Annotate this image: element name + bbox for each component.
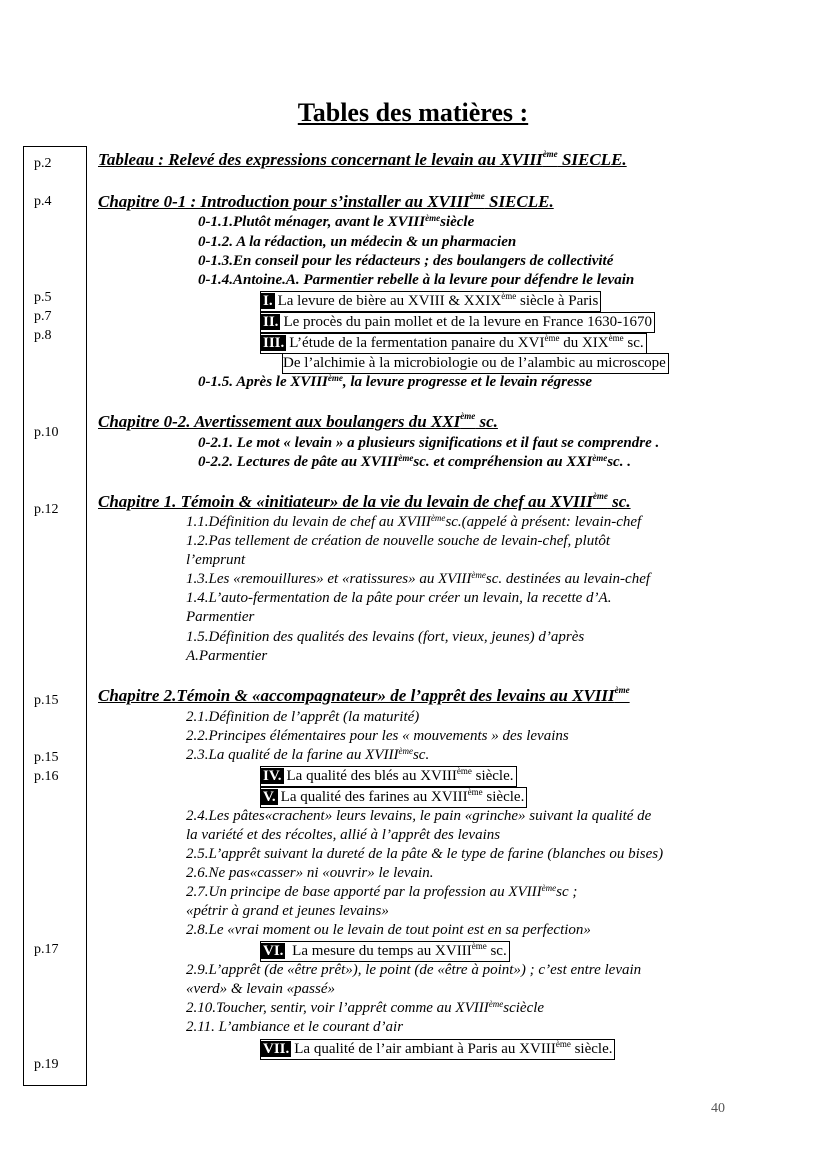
toc-section[interactable]: 1.1.Définition du levain de chef au XVIIIèmesc.(appelé à présent: levain-chef	[186, 513, 642, 530]
page-ref: p.19	[34, 1057, 59, 1072]
toc-section[interactable]: 1.2.Pas tellement de création de nouvelle souche de levain-chef, plutôt	[186, 533, 611, 549]
toc-section[interactable]: 0-2.1. Le mot « levain » a plusieurs significations et il faut se comprendre .	[198, 435, 660, 451]
toc-section-continued[interactable]: l’emprunt	[186, 552, 246, 568]
toc-section[interactable]: 0-2.2. Lectures de pâte au XVIIIèmesc. et compréhension au XXIèmesc. .	[198, 453, 631, 470]
toc-section[interactable]: 2.6.Ne pas«casser» ni «ouvrir» le levain.	[186, 865, 434, 881]
toc-section-continued[interactable]: A.Parmentier	[186, 648, 268, 664]
toc-tableau[interactable]: Tableau : Relevé des expressions concernant le levain au XVIIIème SIECLE.	[98, 149, 627, 169]
toc-section[interactable]: 2.3.La qualité de la farine au XVIIIèmesc.	[186, 746, 430, 763]
page-ref: p.5	[34, 290, 52, 305]
roman-numeral: III.	[263, 335, 285, 351]
page-ref: p.15	[34, 693, 59, 708]
toc-section[interactable]: 1.4.L’auto-fermentation de la pâte pour créer un levain, la recette d’A.	[186, 590, 612, 606]
toc-section[interactable]: 2.11. L’ambiance et le courant d’air	[186, 1019, 404, 1035]
page-ref: p.12	[34, 502, 59, 517]
toc-boxed-entry[interactable]: III. L’étude de la fermentation panaire du XVIème du XIXème sc.	[260, 333, 647, 354]
page-number: 40	[711, 1101, 725, 1116]
page-ref: p.17	[34, 942, 59, 957]
roman-numeral: VII.	[263, 1041, 290, 1057]
roman-numeral: I.	[263, 293, 273, 309]
page-title: Tables des matières :	[297, 98, 529, 127]
page-ref: p.4	[34, 194, 52, 209]
page-ref: p.16	[34, 769, 59, 784]
toc-section[interactable]: 2.10.Toucher, sentir, voir l’apprêt comme au XVIIIèmesciècle	[186, 999, 545, 1016]
toc-section[interactable]: 2.9.L’apprêt (de «être prêt»), le point (de «être à point») ; c’est entre levain	[186, 962, 642, 978]
toc-section[interactable]: 0-1.1.Plutôt ménager, avant le XVIIIèmesiècle	[198, 213, 475, 230]
toc-section[interactable]: 2.2.Principes élémentaires pour les « mouvements » des levains	[186, 728, 569, 744]
page-ref: p.15	[34, 750, 59, 765]
roman-numeral: V.	[263, 789, 276, 805]
toc-section-continued[interactable]: «pétrir à grand et jeunes levains»	[186, 903, 389, 919]
toc-boxed-entry[interactable]: VI. La mesure du temps au XVIIIème sc.	[260, 941, 510, 962]
toc-section[interactable]: 2.8.Le «vrai moment ou le levain de tout point est en sa perfection»	[186, 922, 591, 938]
toc-section[interactable]: 2.4.Les pâtes«crachent» leurs levains, le pain «grinche» suivant la qualité de	[186, 808, 652, 824]
page-ref: p.10	[34, 425, 59, 440]
toc-section[interactable]: 1.5.Définition des qualités des levains (fort, vieux, jeunes) d’après	[186, 629, 585, 645]
toc-boxed-entry[interactable]: VII. La qualité de l’air ambiant à Paris au XVIIIème siècle.	[260, 1039, 615, 1060]
roman-numeral: II.	[263, 314, 279, 330]
toc-boxed-entry[interactable]: De l’alchimie à la microbiologie ou de l’alambic au microscope	[282, 353, 669, 374]
page-ref: p.7	[34, 309, 52, 324]
page-ref: p.8	[34, 328, 52, 343]
roman-numeral: IV.	[263, 768, 282, 784]
toc-section-continued[interactable]: Parmentier	[186, 609, 255, 625]
toc-boxed-entry[interactable]: IV. La qualité des blés au XVIIIème siècle.	[260, 766, 517, 787]
toc-section[interactable]: 0-1.4.Antoine.A. Parmentier rebelle à la levure pour défendre le levain	[198, 272, 635, 288]
toc-boxed-entry[interactable]: V. La qualité des farines au XVIIIème siècle.	[260, 787, 527, 808]
toc-section-continued[interactable]: «verd» & levain «passé»	[186, 981, 335, 997]
toc-section[interactable]: 1.3.Les «remouillures» et «ratissures» au XVIIIèmesc. destinées au levain-chef	[186, 570, 651, 587]
toc-boxed-entry[interactable]: I. La levure de bière au XVIII & XXIXème siècle à Paris	[260, 291, 601, 312]
toc-section[interactable]: 0-1.3.En conseil pour les rédacteurs ; des boulangers de collectivité	[198, 253, 614, 269]
toc-chapter-0-2[interactable]: Chapitre 0-2. Avertissement aux boulangers du XXIème sc.	[98, 411, 498, 431]
toc-section-continued[interactable]: la variété et des récoltes, allié à l’apprêt des levains	[186, 827, 501, 843]
toc-section[interactable]: 2.7.Un principe de base apporté par la profession au XVIIIèmesc ;	[186, 883, 578, 900]
toc-section[interactable]: 2.5.L’apprêt suivant la dureté de la pâte & le type de farine (blanches ou bises)	[186, 846, 664, 862]
toc-section[interactable]: 2.1.Définition de l’apprêt (la maturité)	[186, 709, 420, 725]
page-ref: p.2	[34, 156, 52, 171]
toc-boxed-entry[interactable]: II. Le procès du pain mollet et de la levure en France 1630-1670	[260, 312, 655, 333]
roman-numeral: VI.	[263, 943, 284, 959]
toc-chapter-2[interactable]: Chapitre 2.Témoin & «accompagnateur» de l’apprêt des levains au XVIIIème	[98, 685, 630, 705]
toc-chapter-1[interactable]: Chapitre 1. Témoin & «initiateur» de la vie du levain de chef au XVIIIème sc.	[98, 491, 631, 511]
toc-chapter-0-1[interactable]: Chapitre 0-1 : Introduction pour s’installer au XVIIIème SIECLE.	[98, 191, 554, 211]
toc-section[interactable]: 0-1.2. A la rédaction, un médecin & un pharmacien	[198, 234, 517, 250]
toc-section[interactable]: 0-1.5. Après le XVIIIème, la levure progresse et le levain régresse	[198, 373, 592, 390]
